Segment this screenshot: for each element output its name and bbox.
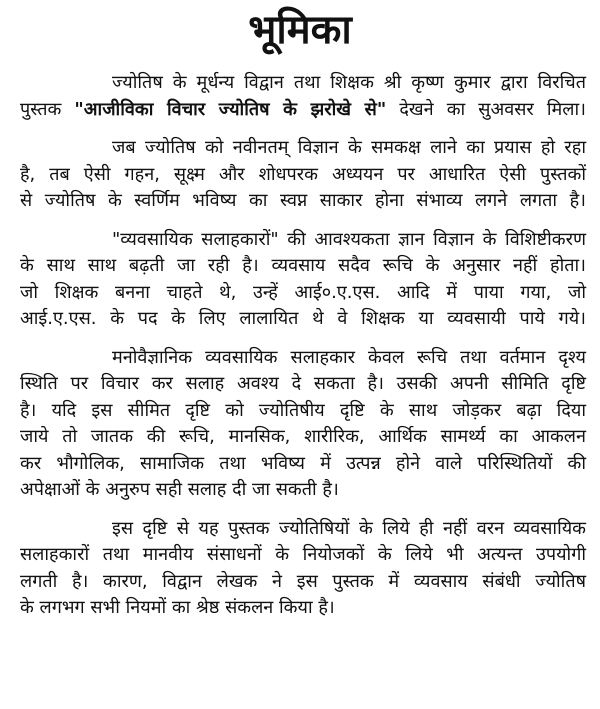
text-line: आई.ए.एस. के पद के लिए लालायित थे वे शिक्षक या व्यवसायी पाये गये। — [20, 308, 586, 329]
text-line: "व्यवसायिक सलाहकारों" की आवश्यकता ज्ञान विज्ञान के विशिष्टीकरण — [112, 228, 586, 250]
paragraph-5 — [20, 516, 586, 622]
paragraph-1 — [20, 70, 586, 123]
text-line: अपेक्षाओं के अनुरुप सही सलाह दी जा सकती है। — [20, 479, 339, 500]
text-line: है। यदि इस सीमित दृष्टि को ज्योतिषीय दृष्टि के साथ जोड़कर बढ़ा दिया — [20, 399, 586, 421]
paragraph-4 — [20, 345, 586, 504]
paragraph-2 — [20, 135, 586, 215]
text-span: पुस्तक — [20, 98, 62, 120]
text-line: स्थिति पर विचार कर सलाह अवश्य दे सकता है। उसकी अपनी सीमिति दृष्टि — [20, 373, 586, 394]
text-line: जाये तो जातक की रूचि, मानसिक, शारीरिक, आर्थिक सामर्थ्य का आकलन — [20, 426, 586, 447]
text-line: इस दृष्टि से यह पुस्तक ज्योतिषियों के लिये ही नहीं वरन व्यवसायिक — [112, 517, 586, 539]
text-line: सलाहकारों तथा मानवीय संसाधनों के नियोजकों के लिये भी अत्यन्त उपयोगी — [20, 544, 586, 565]
text-line: लगती है। कारण, विद्वान लेखक ने इस पुस्तक में व्यवसाय संबंधी ज्योतिष — [20, 570, 586, 592]
text-span: देखने का सुअवसर मिला। — [399, 98, 586, 120]
text-line: जब ज्योतिष को नवीनतम् विज्ञान के समकक्ष लाने का प्रयास हो रहा — [112, 137, 586, 158]
text-line: ज्योतिष के मूर्धन्य विद्वान तथा शिक्षक श्री कृष्ण कुमार द्वारा विरचित — [112, 72, 586, 93]
paragraph-3 — [20, 227, 586, 333]
book-title: "आजीविका विचार ज्योतिष के झरोखे से" — [74, 98, 387, 120]
text-line: के साथ साथ बढ़ती जा रही है। व्यवसाय सदैव रूचि के अनुसार नहीं होता। — [20, 255, 586, 276]
text-line: कर भौगोलिक, सामाजिक तथा भविष्य में उत्पन्न होने वाले परिस्थितियों की — [20, 452, 586, 474]
text-line: जो शिक्षक बनना चाहते थे, उन्हें आई०.ए.एस. आदि में पाया गया, जो — [20, 281, 586, 303]
document-body — [20, 70, 586, 634]
text-line: है, तब ऐसी गहन, सूक्ष्म और शोधपरक अध्ययन पर आधारित ऐसी पुस्तकों — [20, 163, 586, 185]
text-line — [20, 97, 586, 124]
text-line: से ज्योतिष के स्वर्णिम भविष्य का स्वप्न साकार होना संभाव्य लगने लगता है। — [20, 190, 586, 211]
text-line: के लगभग सभी नियमों का श्रेष्ठ संकलन किया है। — [20, 597, 335, 618]
text-line: मनोवैज्ञानिक व्यवसायिक सलाहकार केवल रूचि तथा वर्तमान दृश्य — [112, 346, 586, 368]
page-title: भूमिका — [248, 7, 352, 53]
